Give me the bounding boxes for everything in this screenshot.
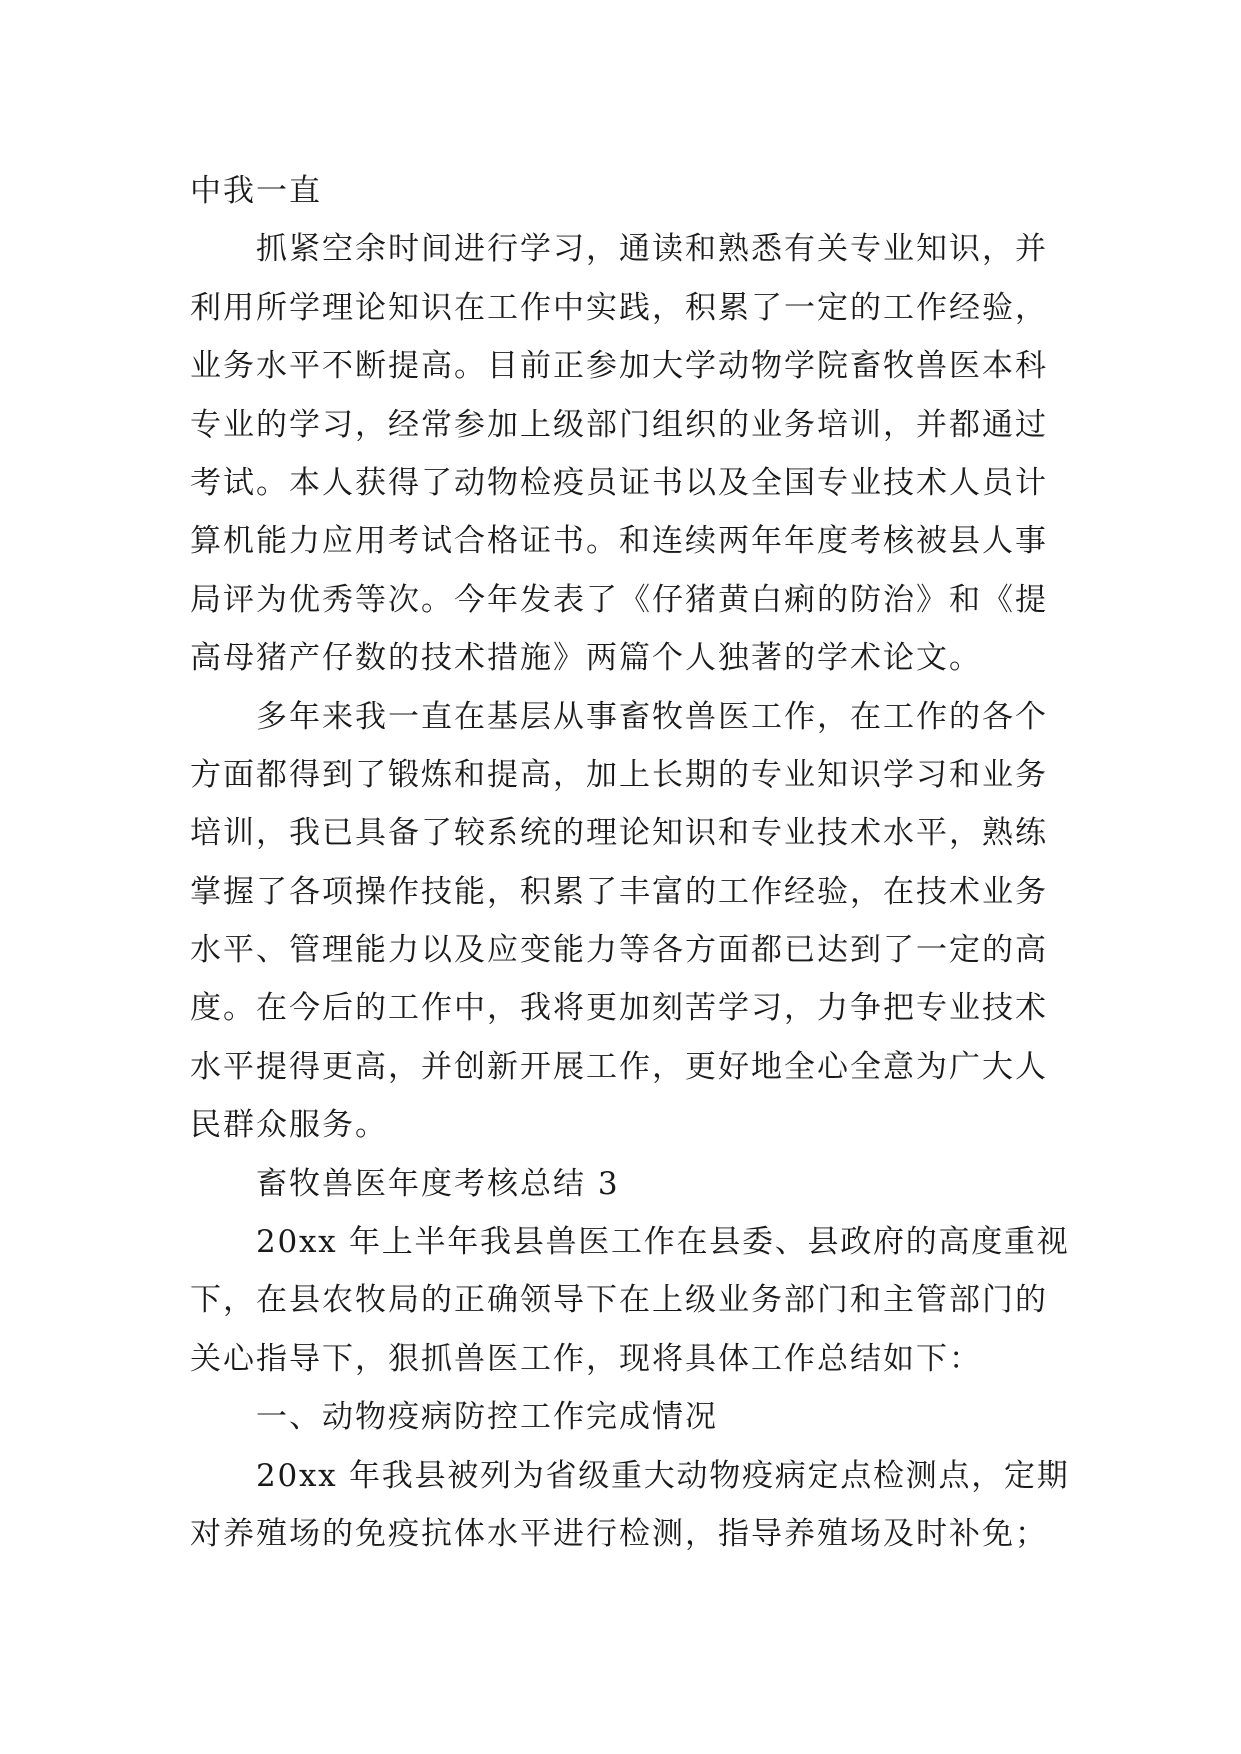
paragraph-start-line: 20xx 年上半年我县兽医工作在县委、县政府的高度重视 xyxy=(256,1224,1070,1261)
text-line: 专业的学习，经常参加上级部门组织的业务培训，并都通过 xyxy=(190,406,1048,443)
text-line: 局评为优秀等次。今年发表了《仔猪黄白痢的防治》和《提 xyxy=(190,581,1048,618)
text-line: 利用所学理论知识在工作中实践，积累了一定的工作经验， xyxy=(190,289,1048,326)
text-line: 高母猪产仔数的技术措施》两篇个人独著的学术论文。 xyxy=(190,640,982,677)
text-line: 民群众服务。 xyxy=(190,1107,388,1144)
text-line: 算机能力应用考试合格证书。和连续两年年度考核被县人事 xyxy=(190,523,1048,560)
text-line: 下，在县农牧局的正确领导下在上级业务部门和主管部门的 xyxy=(190,1282,1048,1319)
text-line: 掌握了各项操作技能，积累了丰富的工作经验，在技术业务 xyxy=(190,873,1048,910)
text-line: 中我一直 xyxy=(190,173,322,209)
text-line: 考试。本人获得了动物检疫员证书以及全国专业技术人员计 xyxy=(190,464,1048,501)
text-line: 对养殖场的免疫抗体水平进行检测，指导养殖场及时补免； xyxy=(190,1515,1048,1552)
paragraph-start-line: 20xx 年我县被列为省级重大动物疫病定点检测点，定期 xyxy=(256,1457,1070,1494)
text-line: 水平、管理能力以及应变能力等各方面都已达到了一定的高 xyxy=(190,932,1048,969)
paragraph-start-line: 多年来我一直在基层从事畜牧兽医工作，在工作的各个 xyxy=(256,698,1048,735)
text-line: 业务水平不断提高。目前正参加大学动物学院畜牧兽医本科 xyxy=(190,348,1048,385)
section-heading: 畜牧兽医年度考核总结 3 xyxy=(256,1165,620,1202)
document-body xyxy=(190,162,1070,1563)
text-line: 关心指导下，狠抓兽医工作，现将具体工作总结如下： xyxy=(190,1340,982,1377)
text-line: 培训，我已具备了较系统的理论知识和专业技术水平，熟练 xyxy=(190,815,1048,852)
text-line: 度。在今后的工作中，我将更加刻苦学习，力争把专业技术 xyxy=(190,990,1048,1027)
subsection-heading: 一、动物疫病防控工作完成情况 xyxy=(256,1399,718,1436)
paragraph-start-line: 抓紧空余时间进行学习，通读和熟悉有关专业知识，并 xyxy=(256,231,1048,268)
text-line: 水平提得更高，并创新开展工作，更好地全心全意为广大人 xyxy=(190,1048,1048,1085)
text-line: 方面都得到了锻炼和提高，加上长期的专业知识学习和业务 xyxy=(190,756,1048,793)
